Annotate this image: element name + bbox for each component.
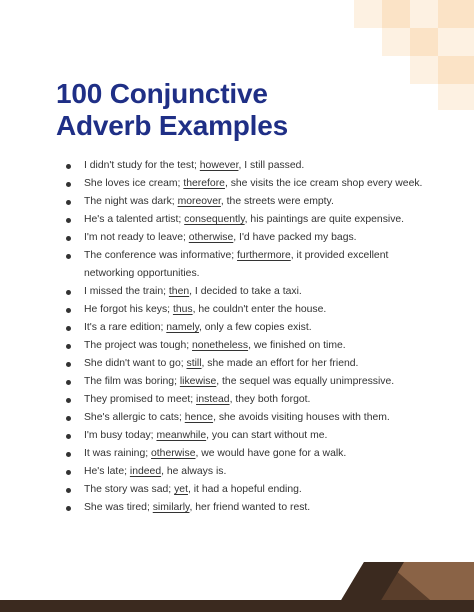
example-text-after: , the sequel was equally unimpressive. — [216, 376, 395, 387]
example-text-before: The story was sad; — [84, 484, 175, 495]
example-text-before: I didn't study for the test; — [84, 160, 200, 171]
list-item — [66, 319, 416, 337]
conjunctive-adverb: however — [199, 160, 239, 171]
list-item — [66, 229, 416, 247]
list-item — [66, 337, 416, 355]
list-item — [66, 373, 416, 391]
example-text-before: She's allergic to cats; — [84, 412, 185, 423]
conjunctive-adverb: furthermore — [237, 250, 291, 261]
example-text-after: , the streets were empty. — [220, 196, 334, 207]
conjunctive-adverb: still — [186, 358, 202, 369]
example-text-after: , I'd have packed my bags. — [233, 232, 357, 243]
conjunctive-adverb: nonetheless — [192, 340, 249, 351]
example-text-after: , they both forgot. — [229, 394, 311, 405]
list-item — [66, 301, 416, 319]
bullet-icon — [66, 452, 71, 457]
example-text-before: She was tired; — [84, 502, 153, 513]
example-text-after: , she avoids visiting houses with them. — [213, 412, 390, 423]
conjunctive-adverb: instead — [196, 394, 230, 405]
example-text-after: , we finished on time. — [248, 340, 346, 351]
example-text-after: , I still passed. — [238, 160, 305, 171]
example-text-before: He's late; — [84, 466, 130, 477]
list-item — [66, 355, 416, 373]
conjunctive-adverb: namely — [166, 322, 199, 333]
conjunctive-adverb: similarly — [152, 502, 190, 513]
example-text-before: The project was tough; — [84, 340, 193, 351]
example-text-before: She loves ice cream; — [84, 178, 184, 189]
list-item — [66, 247, 416, 283]
bullet-icon — [66, 236, 71, 241]
list-item — [66, 499, 416, 517]
conjunctive-adverb: hence — [184, 412, 214, 423]
example-text-before: He's a talented artist; — [84, 214, 185, 225]
list-item — [66, 175, 423, 193]
example-text-after: , it had a hopeful ending. — [187, 484, 302, 495]
bullet-icon — [66, 290, 71, 295]
list-item — [66, 409, 416, 427]
list-item — [66, 211, 416, 229]
example-text-before: It was raining; — [84, 448, 151, 459]
conjunctive-adverb: meanwhile — [156, 430, 207, 441]
bullet-icon — [66, 164, 71, 169]
example-text-after: , her friend wanted to rest. — [189, 502, 311, 513]
example-text-after: , it provided excellent networking opportunities. — [84, 250, 389, 279]
conjunctive-adverb: yet — [174, 484, 188, 495]
conjunctive-adverb: consequently — [184, 214, 245, 225]
list-item — [66, 481, 416, 499]
title-line-1: 100 Conjunctive — [56, 78, 268, 109]
bullet-icon — [66, 362, 71, 367]
example-text-before: He forgot his keys; — [84, 304, 173, 315]
example-text-after: , we would have gone for a walk. — [195, 448, 347, 459]
example-text-after: , he couldn't enter the house. — [192, 304, 327, 315]
example-text-after: , only a few copies exist. — [199, 322, 312, 333]
bullet-icon — [66, 254, 71, 259]
example-text-after: , she made an effort for her friend. — [201, 358, 359, 369]
bullet-icon — [66, 380, 71, 385]
bullet-icon — [66, 488, 71, 493]
conjunctive-adverb: likewise — [179, 376, 217, 387]
title-line-2: Adverb Examples — [56, 110, 288, 141]
example-text-after: , she visits the ice cream shop every week. — [224, 178, 423, 189]
bullet-icon — [66, 344, 71, 349]
bullet-icon — [66, 218, 71, 223]
example-text-before: The night was dark; — [84, 196, 178, 207]
examples-list — [66, 157, 423, 517]
conjunctive-adverb: otherwise — [151, 448, 196, 459]
bullet-icon — [66, 182, 71, 187]
conjunctive-adverb: moreover — [177, 196, 221, 207]
example-text-before: I'm busy today; — [84, 430, 157, 441]
conjunctive-adverb: indeed — [129, 466, 162, 477]
bullet-icon — [66, 434, 71, 439]
bullet-icon — [66, 506, 71, 511]
example-text-after: , he always is. — [161, 466, 227, 477]
conjunctive-adverb: otherwise — [188, 232, 234, 243]
example-text-before: The conference was informative; — [84, 250, 238, 261]
bullet-icon — [66, 308, 71, 313]
example-text-after: , I decided to take a taxi. — [189, 286, 302, 297]
bottom-bar — [0, 600, 474, 612]
list-item — [66, 283, 416, 301]
example-text-after: , his paintings are quite expensive. — [244, 214, 405, 225]
corner-decoration-top — [354, 0, 474, 110]
bullet-icon — [66, 470, 71, 475]
list-item — [66, 193, 416, 211]
example-text-before: I missed the train; — [84, 286, 169, 297]
bullet-icon — [66, 326, 71, 331]
example-text-before: The film was boring; — [84, 376, 180, 387]
page-title — [56, 78, 356, 142]
list-item — [66, 157, 416, 175]
list-item — [66, 463, 416, 481]
example-text-after: , you can start without me. — [206, 430, 328, 441]
list-item — [66, 445, 416, 463]
example-text-before: They promised to meet; — [84, 394, 197, 405]
bullet-icon — [66, 398, 71, 403]
example-text-before: It's a rare edition; — [84, 322, 167, 333]
conjunctive-adverb: therefore — [183, 178, 225, 189]
conjunctive-adverb: thus — [172, 304, 193, 315]
bullet-icon — [66, 416, 71, 421]
conjunctive-adverb: then — [168, 286, 190, 297]
example-text-before: She didn't want to go; — [84, 358, 187, 369]
example-text-before: I'm not ready to leave; — [84, 232, 189, 243]
bullet-icon — [66, 200, 71, 205]
list-item — [66, 391, 416, 409]
list-item — [66, 427, 416, 445]
